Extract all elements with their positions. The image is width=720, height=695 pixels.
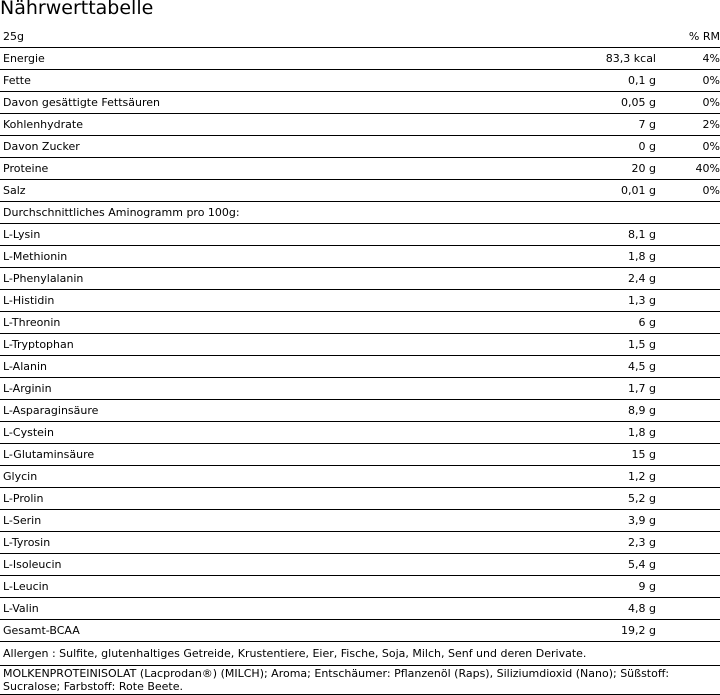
- table-row: [0, 48, 720, 70]
- amino-label: L-Valin: [0, 598, 560, 620]
- empty-cell: [660, 378, 720, 400]
- empty-cell: [660, 488, 720, 510]
- table-row: [0, 356, 720, 378]
- table-row: [0, 114, 720, 136]
- table-row: [0, 334, 720, 356]
- empty-cell: [660, 246, 720, 268]
- amino-label: L-Prolin: [0, 488, 560, 510]
- amino-label: L-Tryptophan: [0, 334, 560, 356]
- amino-label: L-Serin: [0, 510, 560, 532]
- serving-size: 25g: [0, 26, 560, 48]
- amino-value: 8,9 g: [560, 400, 660, 422]
- amino-value: 2,4 g: [560, 268, 660, 290]
- nutrient-value: 0,05 g: [560, 92, 660, 114]
- amino-value: 6 g: [560, 312, 660, 334]
- page-title: Nährwerttabelle: [0, 0, 154, 19]
- table-row: [0, 70, 720, 92]
- amino-value: 1,2 g: [560, 466, 660, 488]
- empty-cell: [660, 620, 720, 642]
- table-row: [0, 180, 720, 202]
- nutrient-label: Proteine: [0, 158, 560, 180]
- amino-value: 15 g: [560, 444, 660, 466]
- allergens-text: Allergen : Sulfite, glutenhaltiges Getreide, Krustentiere, Eier, Fische, Soja, Milch, Senf und deren Derivate.: [0, 642, 720, 666]
- table-row: [0, 554, 720, 576]
- table-row: [0, 576, 720, 598]
- amino-value: 9 g: [560, 576, 660, 598]
- amino-label: L-Phenylalanin: [0, 268, 560, 290]
- amino-header: Durchschnittliches Aminogramm pro 100g:: [0, 202, 720, 224]
- amino-value: 4,8 g: [560, 598, 660, 620]
- amino-value: 1,5 g: [560, 334, 660, 356]
- empty-cell: [660, 576, 720, 598]
- empty-cell: [660, 312, 720, 334]
- empty-cell: [660, 268, 720, 290]
- table-row: [0, 268, 720, 290]
- nutrient-label: Davon Zucker: [0, 136, 560, 158]
- nutrient-value: 7 g: [560, 114, 660, 136]
- amino-header-row: [0, 202, 720, 224]
- amino-label: L-Cystein: [0, 422, 560, 444]
- table-row: [0, 290, 720, 312]
- table-row: [0, 246, 720, 268]
- nutrient-pct: 0%: [660, 136, 720, 158]
- table-row: [0, 466, 720, 488]
- nutrient-value: 83,3 kcal: [560, 48, 660, 70]
- nutrient-pct: 0%: [660, 180, 720, 202]
- nutrient-value: 0 g: [560, 136, 660, 158]
- amino-label: Glycin: [0, 466, 560, 488]
- amino-label: L-Histidin: [0, 290, 560, 312]
- amino-label: Gesamt-BCAA: [0, 620, 560, 642]
- table-row: [0, 136, 720, 158]
- nutrient-pct: 4%: [660, 48, 720, 70]
- empty-cell: [660, 422, 720, 444]
- empty-cell: [660, 334, 720, 356]
- nutrient-label: Fette: [0, 70, 560, 92]
- empty-cell: [660, 290, 720, 312]
- nutrient-value: 0,1 g: [560, 70, 660, 92]
- amino-value: 4,5 g: [560, 356, 660, 378]
- nutrient-pct: 40%: [660, 158, 720, 180]
- table-row: [0, 510, 720, 532]
- nutrient-pct: 0%: [660, 70, 720, 92]
- table-row: [0, 400, 720, 422]
- amino-value: 1,8 g: [560, 422, 660, 444]
- amino-value: 3,9 g: [560, 510, 660, 532]
- nutrition-table: [0, 26, 720, 695]
- amino-value: 8,1 g: [560, 224, 660, 246]
- pct-column-header: % RM: [660, 26, 720, 48]
- nutrient-label: Salz: [0, 180, 560, 202]
- header-row: [0, 26, 720, 48]
- empty-cell: [660, 356, 720, 378]
- ingredients-row: [0, 666, 720, 695]
- nutrient-label: Davon gesättigte Fettsäuren: [0, 92, 560, 114]
- table-row: [0, 158, 720, 180]
- empty-cell: [660, 598, 720, 620]
- allergens-row: [0, 642, 720, 666]
- table-row: [0, 312, 720, 334]
- amino-label: L-Arginin: [0, 378, 560, 400]
- empty-cell: [660, 532, 720, 554]
- empty-cell: [660, 466, 720, 488]
- table-row: [0, 422, 720, 444]
- amino-label: L-Isoleucin: [0, 554, 560, 576]
- amino-label: L-Glutaminsäure: [0, 444, 560, 466]
- table-row: [0, 378, 720, 400]
- amino-value: 19,2 g: [560, 620, 660, 642]
- empty-cell: [660, 554, 720, 576]
- amino-value: 5,4 g: [560, 554, 660, 576]
- amino-label: L-Threonin: [0, 312, 560, 334]
- amino-value: 1,3 g: [560, 290, 660, 312]
- nutrient-label: Kohlenhydrate: [0, 114, 560, 136]
- empty-cell: [660, 444, 720, 466]
- empty-cell: [660, 510, 720, 532]
- amino-label: L-Asparaginsäure: [0, 400, 560, 422]
- nutrient-label: Energie: [0, 48, 560, 70]
- value-column-header: [560, 26, 660, 48]
- nutrient-value: 20 g: [560, 158, 660, 180]
- nutrient-pct: 2%: [660, 114, 720, 136]
- empty-cell: [660, 400, 720, 422]
- table-row: [0, 92, 720, 114]
- amino-label: L-Methionin: [0, 246, 560, 268]
- amino-value: 5,2 g: [560, 488, 660, 510]
- empty-cell: [660, 224, 720, 246]
- table-row: [0, 532, 720, 554]
- amino-value: 1,8 g: [560, 246, 660, 268]
- table-row: [0, 224, 720, 246]
- ingredients-text: MOLKENPROTEINISOLAT (Lacprodan®) (MILCH); Aroma; Entschäumer: Pflanzenöl (Raps), Siliziumdioxid (Nano); Süßstoff: Sucralose; Farbstoff: Rote Beete.: [0, 666, 720, 695]
- amino-label: L-Tyrosin: [0, 532, 560, 554]
- table-row: [0, 620, 720, 642]
- amino-value: 1,7 g: [560, 378, 660, 400]
- amino-label: L-Lysin: [0, 224, 560, 246]
- nutrient-value: 0,01 g: [560, 180, 660, 202]
- table-row: [0, 598, 720, 620]
- amino-label: L-Leucin: [0, 576, 560, 598]
- nutrient-pct: 0%: [660, 92, 720, 114]
- table-row: [0, 444, 720, 466]
- table-row: [0, 488, 720, 510]
- amino-label: L-Alanin: [0, 356, 560, 378]
- amino-value: 2,3 g: [560, 532, 660, 554]
